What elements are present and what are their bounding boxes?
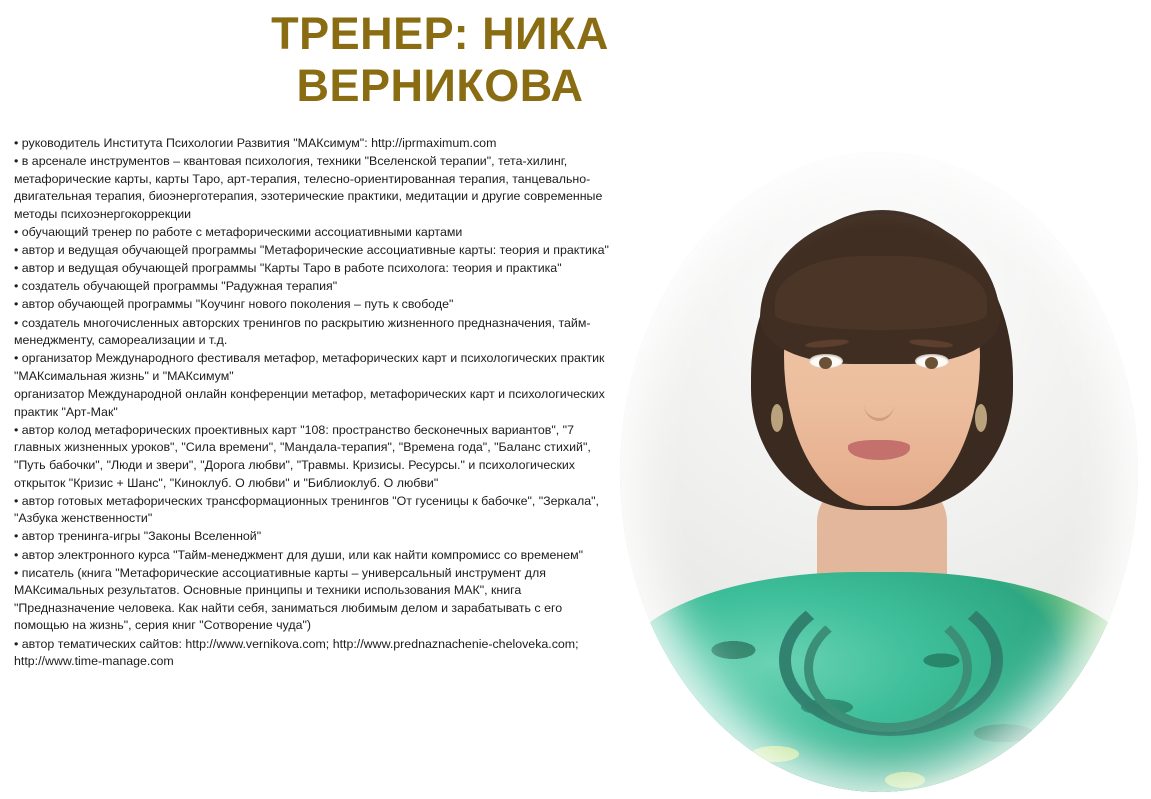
portrait-photo <box>620 152 1138 792</box>
list-item: • автор обучающей программы "Коучинг нового поколения – путь к свободе" <box>14 297 454 312</box>
list-item: • автор колод метафорических проективных карт "108: пространство бесконечных вариантов", "7 главных жизненных уроков", "Сила времени", "Мандала-терапия", "Времена года", "Баланс стихий", "Путь бабочки", "Люди и звери", "Дорога любви", "Травмы. Кризисы. Ресурсы." и психологических открыток "Кризис + Шанс", "Киноклуб. О любви" и "Библиоклуб. О любви" <box>14 422 591 490</box>
list-item: • автор и ведущая обучающей программы "Карты Таро в работе психолога: теория и практика" <box>14 261 562 276</box>
list-item: • автор готовых метафорических трансформационных тренингов "От гусеницы к бабочке", "Зеркала", "Азбука женственности" <box>14 493 599 526</box>
page-title <box>120 8 760 112</box>
portrait-iris-left <box>819 357 832 369</box>
list-item: • организатор Международного фестиваля метафор, метафорических карт и психологических практик "МАКсимальная жизнь" и "МАКсимум" <box>14 351 605 383</box>
portrait-nose <box>864 388 894 421</box>
portrait-necklace-inner <box>804 604 972 732</box>
portrait-eye-left <box>809 354 843 368</box>
list-item: • автор и ведущая обучающей программы "Метафорические ассоциативные карты: теория и практика" <box>14 243 609 258</box>
portrait-hair-fringe <box>775 256 987 330</box>
list-item: • руководитель Института Психологии Развития "МАКсимум": http://iprmaximum.com <box>14 136 497 150</box>
list-item: • автор электронного курса "Тайм-менеджмент для души, или как найти компромисс со временем" <box>14 547 584 562</box>
list-item: • автор тренинга-игры "Законы Вселенной" <box>14 529 262 544</box>
page-title-line-1: ТРЕНЕР: НИКА <box>271 8 609 59</box>
portrait-earring-right <box>975 404 987 432</box>
portrait-earring-left <box>771 404 783 432</box>
portrait-iris-right <box>925 357 938 369</box>
page-title-line-2: ВЕРНИКОВА <box>296 59 584 111</box>
list-item: • обучающий тренер по работе с метафорическими ассоциативными картами <box>14 225 463 240</box>
list-item: • автор тематических сайтов: http://www.vernikova.com; http://www.prednaznachenie-cheloveka.com; http://www.time-manage.com <box>14 636 579 669</box>
portrait-eye-right <box>915 354 949 368</box>
bio-list <box>14 135 614 671</box>
list-item: • в арсенале инструментов – квантовая психология, техники "Вселенской терапии", тета-хилинг, метафорические карты, карты Таро, арт-терапия, телесно-ориентированная терапия, танцевально-двигательная терапия, биоэнерготерапия, эзотерические практики, медитации и другие современные методы психоэнергокоррекции <box>14 154 603 221</box>
list-item: • создатель обучающей программы "Радужная терапия" <box>14 279 338 294</box>
list-item: • писатель (книга "Метафорические ассоциативные карты – универсальный инструмент для МАКсимальных результатов. Основные принципы и техники использования МАК", книга "Предназначение человека. Как найти себя, заниматься любимым делом и зарабатывать с его помощью на жизнь", серия книг "Сотворение чуда") <box>14 565 563 633</box>
portrait-oval-frame <box>620 152 1138 792</box>
list-item: организатор Международной онлайн конференции метафор, метафорических карт и психологических практик "Арт-Мак" <box>14 387 605 419</box>
list-item: • создатель многочисленных авторских тренингов по раскрытию жизненного предназначения, тайм-менеджменту, самореализации и т.д. <box>14 315 591 348</box>
